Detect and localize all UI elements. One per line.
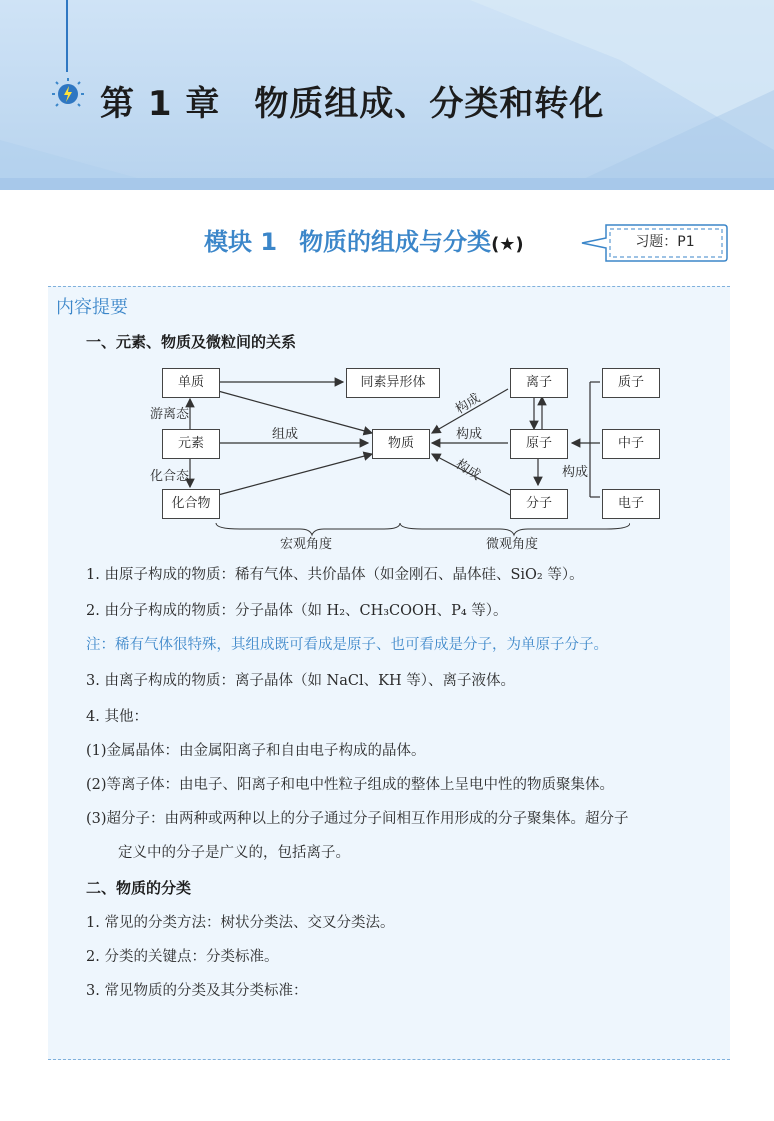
content-heading: 内容提要 xyxy=(56,297,128,318)
box-substance: 物质 xyxy=(372,429,430,459)
text-line: 定义中的分子是广义的，包括离子。 xyxy=(118,845,350,861)
lamp-cord xyxy=(66,0,68,72)
label-free-state: 游离态 xyxy=(150,407,190,422)
chapter-number: 第 1 章 xyxy=(100,84,221,124)
chapter-header-band xyxy=(0,0,774,190)
text-line: (1)金属晶体：由金属阳离子和自由电子构成的晶体。 xyxy=(86,743,426,759)
module-name: 物质的组成与分类 xyxy=(299,228,492,256)
content-summary-box xyxy=(48,286,730,1060)
text-line: 2. 由分子构成的物质：分子晶体（如 H₂、CH₃COOH、P₄ 等）。 xyxy=(86,603,508,619)
note-line: 注：稀有气体很特殊，其组成既可看成是原子、也可看成是分子，为单原子分子。 xyxy=(86,637,608,653)
box-proton: 质子 xyxy=(602,368,660,398)
section2-title: 二、物质的分类 xyxy=(86,879,192,897)
label-constitutes-molecule: 构成 xyxy=(452,456,483,484)
box-neutron: 中子 xyxy=(602,429,660,459)
label-combined-state: 化合态 xyxy=(150,469,190,484)
box-atom: 原子 xyxy=(510,429,568,459)
section1-title: 一、元素、物质及微粒间的关系 xyxy=(86,333,297,351)
box-allotrope: 同素异形体 xyxy=(346,368,440,398)
box-electron: 电子 xyxy=(602,489,660,519)
text-line: 1. 常见的分类方法：树状分类法、交叉分类法。 xyxy=(86,915,395,931)
module-number: 模块 1 xyxy=(204,228,278,256)
chapter-name: 物质组成、分类和转化 xyxy=(254,84,605,124)
box-element: 元素 xyxy=(162,429,220,459)
exercise-reference-tag xyxy=(604,224,726,260)
label-micro-view: 微观角度 xyxy=(486,537,539,552)
box-molecule: 分子 xyxy=(510,489,568,519)
text-line: (3)超分子：由两种或两种以上的分子通过分子间相互作用形成的分子聚集体。超分子 xyxy=(86,811,629,827)
text-line: 4. 其他： xyxy=(86,709,148,725)
box-compound: 化合物 xyxy=(162,489,220,519)
label-macro-view: 宏观角度 xyxy=(280,537,333,552)
text-line: 2. 分类的关键点：分类标准。 xyxy=(86,949,279,965)
exercise-ref: 习题：P1 xyxy=(635,234,695,250)
text-line: (2)等离子体：由电子、阳离子和电中性粒子组成的整体上呈电中性的物质聚集体。 xyxy=(86,777,615,793)
label-constitutes-subatomic: 构成 xyxy=(562,465,589,480)
relationship-diagram xyxy=(150,357,644,552)
text-line: 1. 由原子构成的物质：稀有气体、共价晶体（如金刚石、晶体硅、SiO₂ 等）。 xyxy=(86,567,584,583)
box-elemental-substance: 单质 xyxy=(162,368,220,398)
module-title xyxy=(204,222,524,257)
text-line: 3. 常见物质的分类及其分类标准： xyxy=(86,983,308,999)
label-constitutes-atom: 构成 xyxy=(456,427,483,442)
header-stripe xyxy=(0,178,774,190)
box-ion: 离子 xyxy=(510,368,568,398)
label-composes: 组成 xyxy=(272,427,299,442)
chapter-title xyxy=(100,76,604,125)
difficulty-star: (★) xyxy=(491,234,524,255)
lightbulb-icon xyxy=(52,78,84,110)
label-constitutes-ion: 构成 xyxy=(453,390,484,418)
text-line: 3. 由离子构成的物质：离子晶体（如 NaCl、KH 等）、离子液体。 xyxy=(86,673,515,689)
